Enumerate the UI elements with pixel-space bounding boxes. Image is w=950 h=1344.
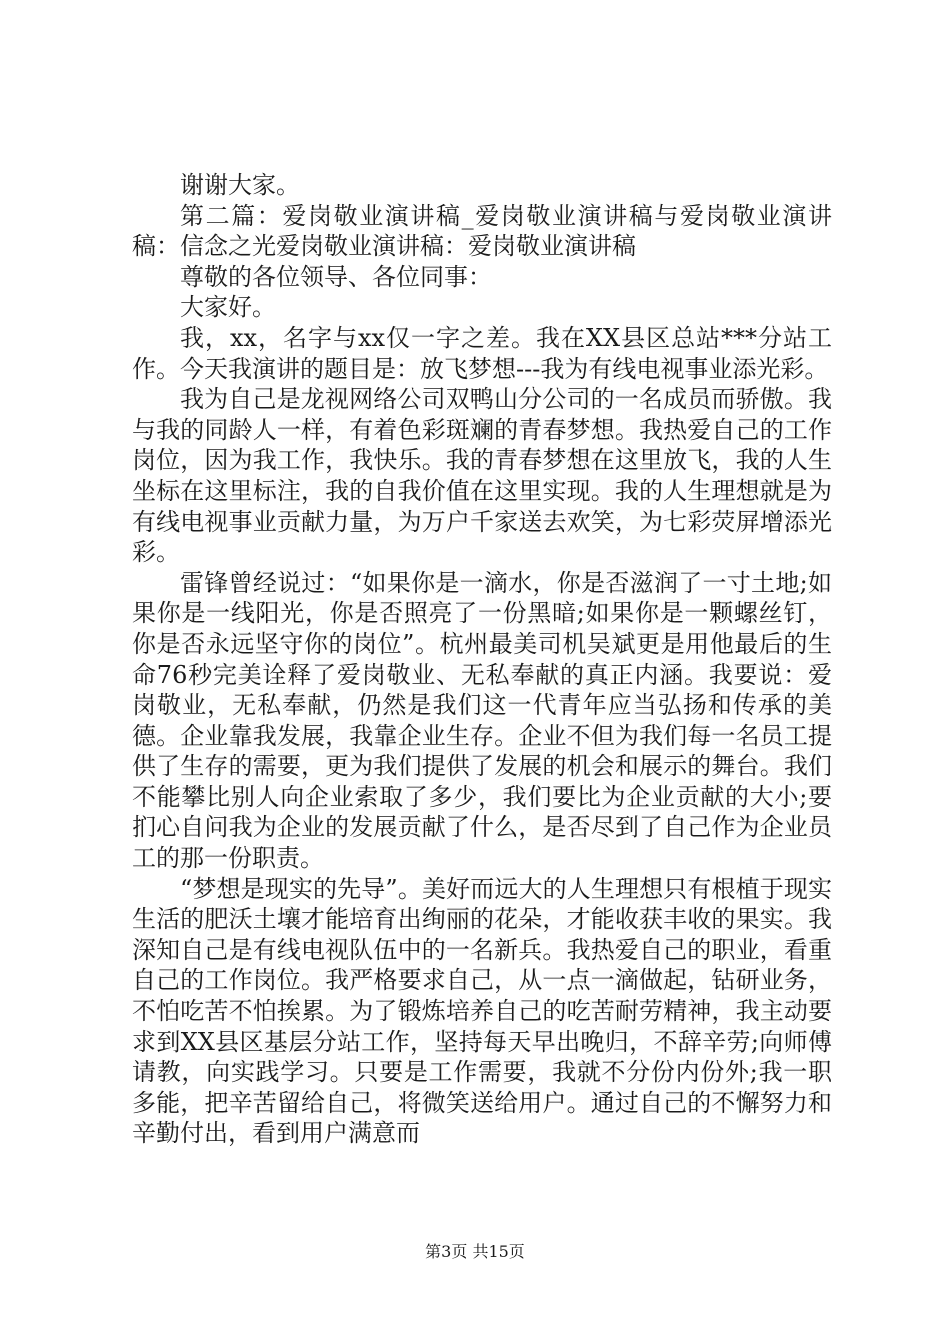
page-number-footer: 第3页 共15页 — [425, 1242, 525, 1261]
paragraph-salutation: 尊敬的各位领导、各位同事： — [180, 262, 492, 291]
paragraph-greeting: 大家好。 — [180, 293, 276, 322]
paragraph-dream: “梦想是现实的先导”。美好而远大的人生理想只有根植于现实生活的肥沃土壤才能培育出绚丽的花朵，才能收获丰收的果实。我深知自己是有线电视队伍中的一名新兵。我热爱自己的职业，看重自己的工作岗位。我严格要求自己，从一点一滴做起，钻研业务，不怕吃苦不怕挨累。为了锻炼培养自己的吃苦耐劳精神，我主动要求到XX县区基层分站工作，坚持每天早出晚归，不辞辛劳;向师傅请教，向实践学习。只要是工作需要，我就不分份内份外;我一职多能，把辛苦留给自己，将微笑送给用户。通过自己的不懈努力和辛勤付出，看到用户满意而 — [132, 874, 832, 1148]
paragraph-introduction: 我，xx，名字与xx仅一字之差。我在XX县区总站***分站工作。今天我演讲的题目是：放飞梦想---我为有线电视事业添光彩。 — [132, 323, 832, 383]
paragraph-thanks: 谢谢大家。 — [180, 171, 300, 199]
paragraph-section-title: 第二篇：爱岗敬业演讲稿_爱岗敬业演讲稿与爱岗敬业演讲稿：信念之光爱岗敬业演讲稿：爱岗敬业演讲稿 — [132, 201, 832, 261]
paragraph-pride: 我为自己是龙视网络公司双鸭山分公司的一名成员而骄傲。我与我的同龄人一样，有着色彩斑斓的青春梦想。我热爱自己的工作岗位，因为我工作，我快乐。我的青春梦想在这里放飞，我的人生坐标在这里标注，我的自我价值在这里实现。我的人生理想就是为有线电视事业贡献力量，为万户千家送去欢笑，为七彩荧屏增添光彩。 — [132, 385, 832, 567]
paragraph-lei-feng-quote: 雷锋曾经说过：“如果你是一滴水，你是否滋润了一寸土地;如果你是一线阳光，你是否照亮了一份黑暗;如果你是一颗螺丝钉，你是否永远坚守你的岗位”。杭州最美司机吴斌更是用他最后的生命76秒完美诠释了爱岗敬业、无私奉献的真正内涵。我要说：爱岗敬业，无私奉献，仍然是我们这一代青年应当弘扬和传承的美德。企业靠我发展，我靠企业生存。企业不但为我们每一名员工提供了生存的需要，更为我们提供了发展的机会和展示的舞台。我们不能攀比别人向企业索取了多少，我们要比为企业贡献的大小;要扪心自问我为企业的发展贡献了什么，是否尽到了自己作为企业员工的那一份职责。 — [132, 568, 832, 873]
document-body — [132, 170, 832, 1149]
